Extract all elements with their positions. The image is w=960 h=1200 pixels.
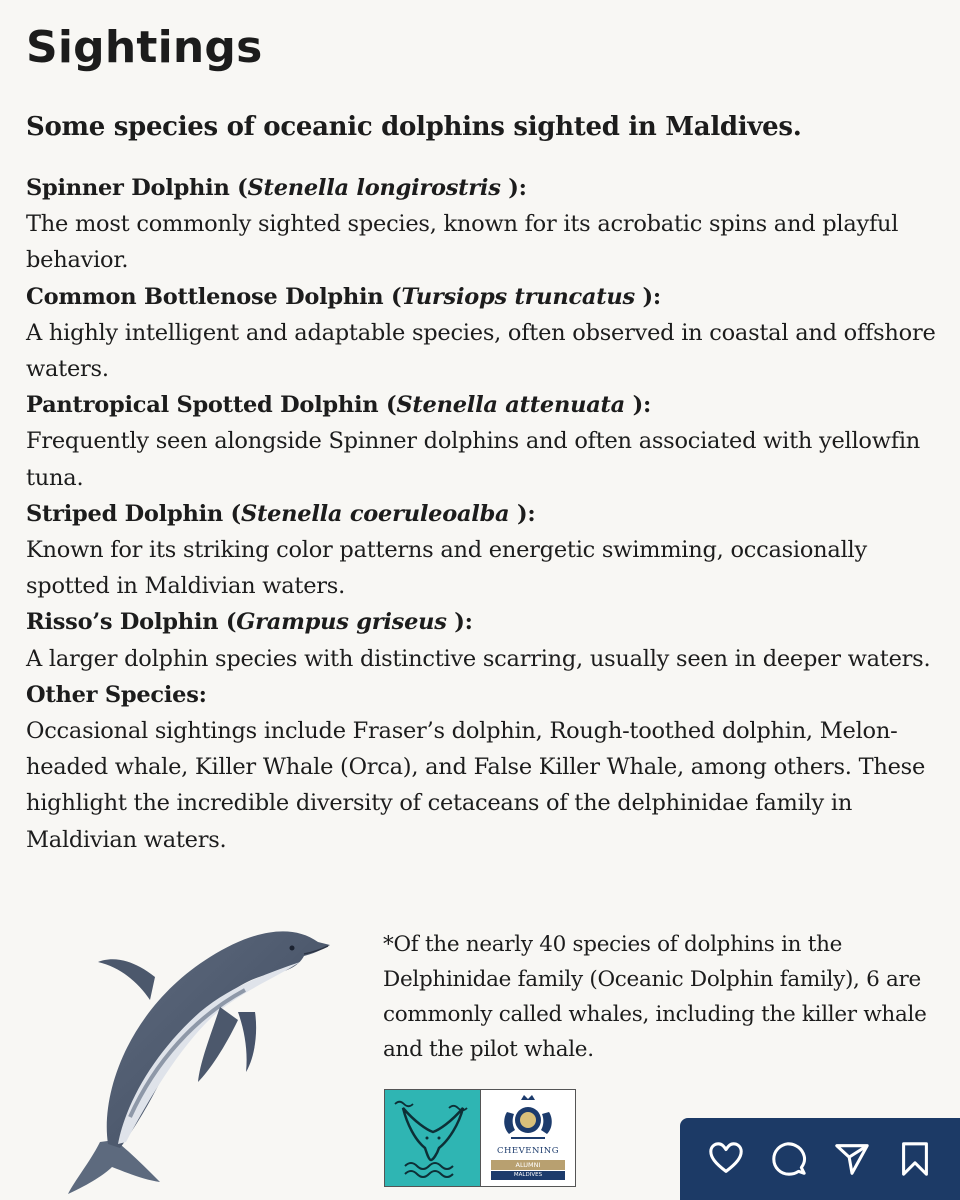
heart-icon xyxy=(707,1140,745,1178)
species-name: Pantropical Spotted Dolphin ( xyxy=(26,392,397,419)
chevening-name: CHEVENING xyxy=(497,1146,559,1156)
species-scientific-name: Grampus griseus xyxy=(236,609,447,636)
species-heading xyxy=(26,496,956,532)
species-description: Frequently seen alongside Spinner dolphins and often associated with yellowfin tuna. xyxy=(26,428,921,491)
royal-crest-icon xyxy=(481,1090,575,1146)
species-description: The most commonly sighted species, known for its acrobatic spins and playful behavior. xyxy=(26,211,899,274)
species-item xyxy=(26,387,956,496)
species-name-suffix: ): xyxy=(446,609,473,636)
species-scientific-name: Stenella attenuata xyxy=(396,392,625,419)
species-name: Striped Dolphin ( xyxy=(26,500,241,527)
species-heading xyxy=(26,677,956,713)
chevening-country-label: MALDIVES xyxy=(491,1171,565,1180)
species-name-suffix: ): xyxy=(509,500,536,527)
manta-ray-logo xyxy=(385,1090,480,1186)
bookmark-button[interactable] xyxy=(895,1139,935,1179)
species-scientific-name: Stenella longirostris xyxy=(247,175,501,201)
species-name: Spinner Dolphin ( xyxy=(26,175,248,201)
partner-logos xyxy=(384,1089,576,1187)
species-name: Common Bottlenose Dolphin ( xyxy=(26,283,402,310)
species-item xyxy=(26,496,956,605)
footnote-text: *Of the nearly 40 species of dolphins in the Delphinidae family (Oceanic Dolphin family), 6 are commonly called whales, including the killer whale and the pilot whale. xyxy=(383,932,927,1062)
species-item xyxy=(26,170,956,279)
species-name-suffix: ): xyxy=(634,283,661,310)
comment-icon xyxy=(770,1140,808,1178)
species-scientific-name: Tursiops truncatus xyxy=(401,283,635,310)
chevening-logo xyxy=(480,1090,575,1186)
share-icon xyxy=(833,1140,871,1178)
chevening-alumni-label: ALUMNI xyxy=(491,1160,565,1170)
comment-button[interactable] xyxy=(769,1139,809,1179)
species-description: Occasional sightings include Fraser’s dolphin, Rough-toothed dolphin, Melon-headed whale, Killer Whale (Orca), and False Killer Whale, among others. These highlight the incredible diversity of cetaceans of the delphinidae family in Maldivian waters. xyxy=(26,718,926,853)
species-description: Known for its striking color patterns and energetic swimming, occasionally spotted in Maldivian waters. xyxy=(26,537,867,600)
species-heading xyxy=(26,387,956,423)
species-description: A larger dolphin species with distinctive scarring, usually seen in deeper waters. xyxy=(26,645,931,672)
species-scientific-name: Stenella coeruleoalba xyxy=(240,500,510,527)
species-description: A highly intelligent and adaptable species, often observed in coastal and offshore waters. xyxy=(26,319,936,383)
species-heading xyxy=(26,279,956,315)
like-button[interactable] xyxy=(706,1139,746,1179)
bookmark-icon xyxy=(896,1140,934,1178)
species-name-suffix: ): xyxy=(500,175,527,201)
manta-ray-icon xyxy=(385,1090,480,1186)
species-name: Other Species: xyxy=(26,681,207,708)
page-subtitle: Some species of oceanic dolphins sighted in Maldives. xyxy=(26,112,802,142)
species-heading xyxy=(26,604,956,640)
species-item xyxy=(26,604,956,676)
species-item xyxy=(26,677,956,858)
species-name-suffix: ): xyxy=(625,392,652,419)
dolphin-illustration xyxy=(60,912,340,1197)
share-button[interactable] xyxy=(832,1139,872,1179)
species-item xyxy=(26,279,956,388)
post-action-bar xyxy=(680,1118,960,1200)
species-heading xyxy=(26,170,956,206)
page-title: Sightings xyxy=(26,22,263,73)
species-list xyxy=(26,170,956,858)
species-name: Risso’s Dolphin ( xyxy=(26,609,237,636)
